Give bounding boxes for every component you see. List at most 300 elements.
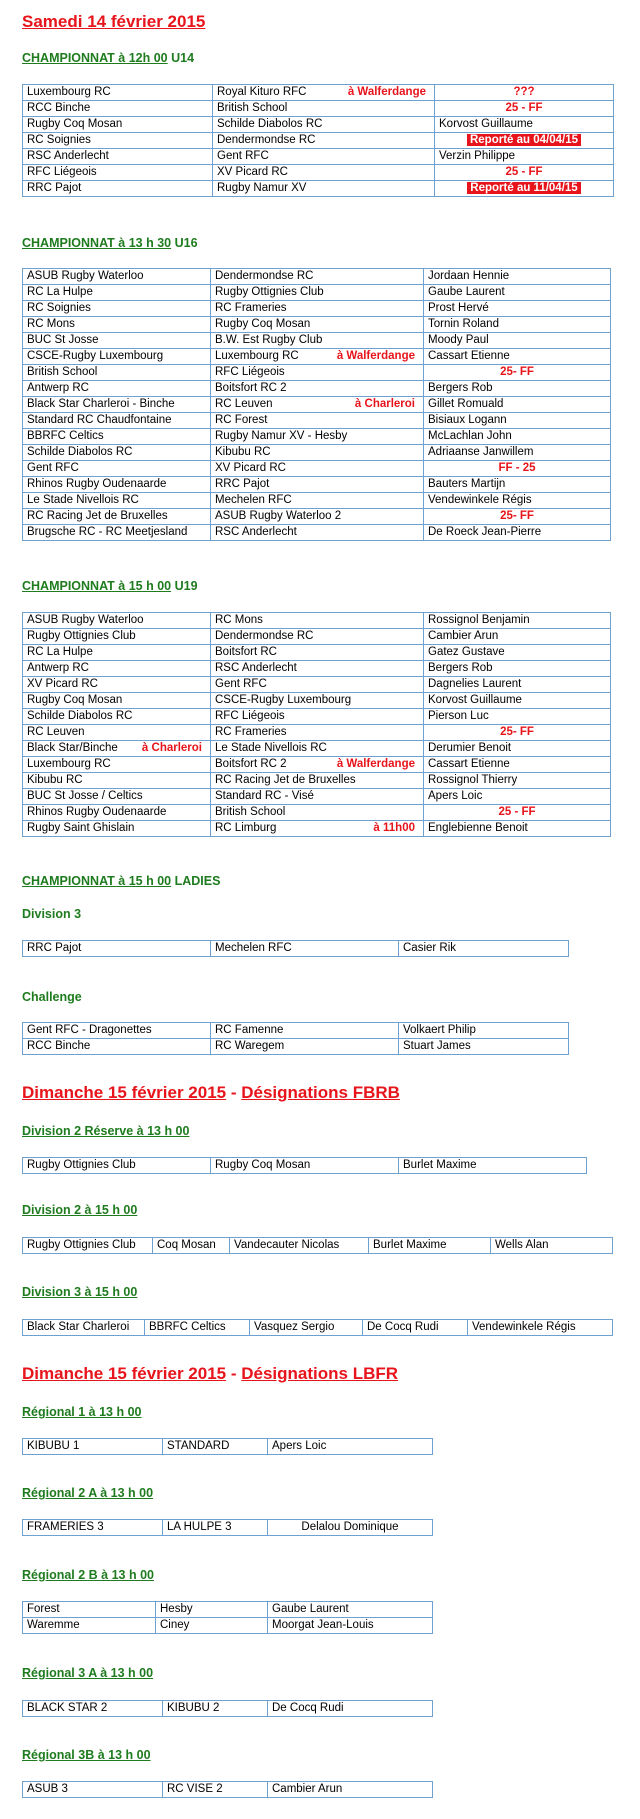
- table-cell: [211, 1023, 399, 1039]
- cell-text: RCC Binche: [27, 1040, 91, 1052]
- away-team: British School: [217, 102, 288, 114]
- table-row: [23, 1520, 433, 1536]
- cell-text: Rugby Ottignies Club: [27, 1159, 136, 1171]
- cell-text: Waremme: [27, 1619, 80, 1631]
- cell-text: ASUB 3: [27, 1783, 68, 1795]
- referee-name: Pierson Luc: [428, 710, 489, 722]
- table-row: [23, 693, 611, 709]
- home-team-cell: [23, 397, 211, 413]
- home-team: Black Star/Binche: [27, 742, 118, 754]
- table-cell: [268, 1439, 433, 1455]
- table-cell: [23, 941, 211, 957]
- table-cell: [23, 1602, 156, 1618]
- venue-note: à Walferdange: [347, 86, 426, 98]
- table-row: [23, 301, 611, 317]
- table-row: [23, 429, 611, 445]
- cell-text: De Cocq Rudi: [272, 1702, 344, 1714]
- cell-text: Volkaert Philip: [403, 1024, 476, 1036]
- table-cell: [399, 1158, 587, 1174]
- away-team-cell: [211, 381, 424, 397]
- away-team-cell: [211, 789, 424, 805]
- table-cell: [399, 1023, 569, 1039]
- referee-cell: [424, 821, 611, 837]
- table-cell: [211, 941, 399, 957]
- away-team: XV Picard RC: [215, 462, 286, 474]
- referee-name: Englebienne Benoit: [428, 822, 528, 834]
- table-row: [23, 757, 611, 773]
- table-cell: [163, 1782, 268, 1798]
- cell-text: Burlet Maxime: [403, 1159, 477, 1171]
- away-team-cell: [211, 301, 424, 317]
- table-row: [23, 461, 611, 477]
- venue-note: à 11h00: [373, 822, 415, 834]
- home-team-cell: [23, 773, 211, 789]
- home-team-cell: [23, 117, 213, 133]
- referee-cell: [424, 693, 611, 709]
- away-team-cell: [211, 493, 424, 509]
- referee-name: Rossignol Thierry: [428, 774, 518, 786]
- cell-text: RC Waregem: [215, 1040, 285, 1052]
- referee-name: Cassart Etienne: [428, 350, 510, 362]
- referee-name: Moody Paul: [428, 334, 489, 346]
- table-cell: [211, 1158, 399, 1174]
- home-team-cell: [23, 381, 211, 397]
- home-team-cell: [23, 629, 211, 645]
- postponed-badge: Reporté au 11/04/15: [467, 182, 580, 194]
- away-team: RC Frameries: [215, 302, 287, 314]
- table-row: [23, 1158, 587, 1174]
- cell-text: RC Famenne: [215, 1024, 284, 1036]
- away-team-cell: [211, 317, 424, 333]
- table-row: [23, 117, 614, 133]
- away-team: XV Picard RC: [217, 166, 288, 178]
- referee-cell: [424, 493, 611, 509]
- referee-cell: [424, 741, 611, 757]
- away-team-cell: [211, 333, 424, 349]
- cell-text: Burlet Maxime: [373, 1239, 447, 1251]
- referee-name: Dagnelies Laurent: [428, 678, 522, 690]
- postponed-badge: Reporté au 04/04/15: [467, 134, 581, 146]
- away-team: Boitsfort RC: [215, 646, 277, 658]
- referee-name: Gillet Romuald: [428, 398, 504, 410]
- referee-cell: [424, 477, 611, 493]
- away-team-cell: [211, 509, 424, 525]
- home-team: ASUB Rugby Waterloo: [27, 614, 144, 626]
- venue-note: à Walferdange: [336, 350, 415, 362]
- table-row: [23, 1602, 433, 1618]
- d2r-heading: Division 2 Réserve à 13 h 00: [22, 1124, 190, 1138]
- away-team: Schilde Diabolos RC: [217, 118, 323, 130]
- away-team: RC Forest: [215, 414, 268, 426]
- away-team-cell: [213, 85, 435, 101]
- home-team-cell: [23, 413, 211, 429]
- referee-cell: [424, 317, 611, 333]
- cell-text: Mechelen RFC: [215, 942, 292, 954]
- r2b-heading: Régional 2 B à 13 h 00: [22, 1568, 154, 1582]
- table-row: [23, 525, 611, 541]
- home-team: RC Racing Jet de Bruxelles: [27, 510, 168, 522]
- away-team-cell: [213, 165, 435, 181]
- referee-cell: [424, 757, 611, 773]
- referee-cell: [435, 165, 614, 181]
- table-row: [23, 101, 614, 117]
- away-team-cell: [211, 269, 424, 285]
- venue-note: à Charleroi: [354, 398, 415, 410]
- table-row: [23, 629, 611, 645]
- cell-text: Gaube Laurent: [272, 1603, 349, 1615]
- referee-name: Bisiaux Logann: [428, 414, 507, 426]
- referee-cell: [424, 349, 611, 365]
- table-row: [23, 661, 611, 677]
- d2-heading: Division 2 à 15 h 00: [22, 1203, 138, 1217]
- cell-text: Apers Loic: [272, 1440, 327, 1452]
- table-row: [23, 133, 614, 149]
- home-team: Antwerp RC: [27, 662, 89, 674]
- r2a-heading: Régional 2 A à 13 h 00: [22, 1486, 154, 1500]
- table-cell: [250, 1320, 363, 1336]
- home-team: Rhinos Rugby Oudenaarde: [27, 478, 167, 490]
- table-row: [23, 677, 611, 693]
- home-team: Antwerp RC: [27, 382, 89, 394]
- home-team: British School: [27, 366, 98, 378]
- table-row: [23, 1618, 433, 1634]
- ladies-div3-table: [22, 940, 569, 957]
- away-team: Rugby Namur XV - Hesby: [215, 430, 348, 442]
- away-team: Royal Kituro RFC: [217, 86, 307, 98]
- table-cell: [268, 1520, 433, 1536]
- away-team: RRC Pajot: [215, 478, 270, 490]
- away-team: RC Limburg: [215, 822, 277, 834]
- away-team: RC Leuven: [215, 398, 273, 410]
- referee-cell: [435, 101, 614, 117]
- away-team: British School: [215, 806, 286, 818]
- d2-table: [22, 1237, 613, 1254]
- table-cell: [23, 1439, 163, 1455]
- home-team-cell: [23, 645, 211, 661]
- away-team: RC Frameries: [215, 726, 287, 738]
- fbrb-title: Dimanche 15 février 2015 - Désignations FBRB: [22, 1083, 400, 1102]
- away-team-cell: [211, 757, 424, 773]
- home-team: RFC Liégeois: [27, 166, 97, 178]
- table-cell: [399, 1039, 569, 1055]
- result-text: 25- FF: [500, 726, 534, 738]
- table-cell: [23, 1618, 156, 1634]
- home-team-cell: [23, 477, 211, 493]
- referee-name: Bergers Rob: [428, 382, 493, 394]
- away-team-cell: [211, 677, 424, 693]
- away-team-cell: [213, 181, 435, 197]
- table-row: [23, 445, 611, 461]
- away-team-cell: [213, 101, 435, 117]
- table-cell: [23, 1023, 211, 1039]
- home-team: RC Leuven: [27, 726, 85, 738]
- table-row: [23, 365, 611, 381]
- referee-cell: [424, 381, 611, 397]
- r2b-table: [22, 1601, 433, 1634]
- away-team-cell: [211, 773, 424, 789]
- table-row: [23, 181, 614, 197]
- home-team: RC La Hulpe: [27, 286, 93, 298]
- home-team: Standard RC Chaudfontaine: [27, 414, 172, 426]
- home-team-cell: [23, 789, 211, 805]
- venue-note: à Walferdange: [336, 758, 415, 770]
- home-team: Luxembourg RC: [27, 86, 111, 98]
- away-team: Dendermondse RC: [215, 630, 314, 642]
- cell-text: KIBUBU 2: [167, 1702, 220, 1714]
- table-cell: [23, 1320, 145, 1336]
- u19-heading: CHAMPIONNAT à 15 h 00 U19: [22, 579, 198, 593]
- referee-cell: [424, 413, 611, 429]
- table-row: [23, 1439, 433, 1455]
- referee-name: Bauters Martijn: [428, 478, 506, 490]
- cell-text: Coq Mosan: [157, 1239, 216, 1251]
- away-team: Dendermondse RC: [215, 270, 314, 282]
- home-team: ASUB Rugby Waterloo: [27, 270, 144, 282]
- table-row: [23, 397, 611, 413]
- table-cell: [369, 1238, 491, 1254]
- away-team-cell: [211, 741, 424, 757]
- result-text: FF - 25: [498, 462, 536, 474]
- away-team-cell: [211, 397, 424, 413]
- saturday-title: Samedi 14 février 2015: [22, 12, 206, 31]
- table-cell: [23, 1782, 163, 1798]
- referee-cell: [424, 269, 611, 285]
- home-team: RC Soignies: [27, 302, 91, 314]
- table-cell: [23, 1238, 153, 1254]
- result-text: 25 - FF: [505, 166, 543, 178]
- referee-cell: [424, 677, 611, 693]
- cell-text: Delalou Dominique: [301, 1521, 399, 1533]
- home-team: RRC Pajot: [27, 182, 82, 194]
- away-team: RSC Anderlecht: [215, 526, 297, 538]
- home-team-cell: [23, 285, 211, 301]
- home-team: BUC St Josse: [27, 334, 99, 346]
- referee-cell: [435, 85, 614, 101]
- table-cell: [23, 1039, 211, 1055]
- table-row: [23, 1320, 613, 1336]
- table-cell: [211, 1039, 399, 1055]
- table-row: [23, 1238, 613, 1254]
- referee-cell: [424, 333, 611, 349]
- cell-text: KIBUBU 1: [27, 1440, 80, 1452]
- cell-text: RC VISE 2: [167, 1783, 223, 1795]
- referee-name: Apers Loic: [428, 790, 483, 802]
- home-team-cell: [23, 445, 211, 461]
- table-cell: [23, 1158, 211, 1174]
- away-team: Boitsfort RC 2: [215, 758, 287, 770]
- cell-text: De Cocq Rudi: [367, 1321, 439, 1333]
- referee-cell: [424, 789, 611, 805]
- away-team-cell: [211, 613, 424, 629]
- referee-name: Gaube Laurent: [428, 286, 505, 298]
- u16-table: [22, 268, 611, 541]
- table-row: [23, 493, 611, 509]
- r3a-heading: Régional 3 A à 13 h 00: [22, 1666, 154, 1680]
- d2r-table: [22, 1157, 587, 1174]
- cell-text: Ciney: [160, 1619, 190, 1631]
- home-team-cell: [23, 429, 211, 445]
- home-team: Schilde Diabolos RC: [27, 446, 133, 458]
- referee-cell: [424, 805, 611, 821]
- cell-text: Vasquez Sergio: [254, 1321, 335, 1333]
- referee-name: Adriaanse Janwillem: [428, 446, 534, 458]
- referee-cell: [424, 429, 611, 445]
- d3-table: [22, 1319, 613, 1336]
- referee-name: McLachlan John: [428, 430, 512, 442]
- home-team-cell: [23, 725, 211, 741]
- r3b-table: [22, 1781, 433, 1798]
- home-team: Black Star Charleroi - Binche: [27, 398, 175, 410]
- r3b-heading: Régional 3B à 13 h 00: [22, 1748, 151, 1762]
- table-cell: [156, 1602, 268, 1618]
- home-team: RC La Hulpe: [27, 646, 93, 658]
- table-cell: [468, 1320, 613, 1336]
- u19-table: [22, 612, 611, 837]
- cell-text: Gent RFC - Dragonettes: [27, 1024, 152, 1036]
- r2a-table: [22, 1519, 433, 1536]
- away-team-cell: [211, 365, 424, 381]
- away-team: Rugby Ottignies Club: [215, 286, 324, 298]
- home-team: Schilde Diabolos RC: [27, 710, 133, 722]
- away-team-cell: [211, 477, 424, 493]
- referee-cell: [424, 397, 611, 413]
- referee-cell: [424, 301, 611, 317]
- table-row: [23, 165, 614, 181]
- cell-text: Vandecauter Nicolas: [234, 1239, 340, 1251]
- table-row: [23, 509, 611, 525]
- referee-name: Korvost Guillaume: [439, 118, 533, 130]
- away-team: Gent RFC: [215, 678, 267, 690]
- home-team: RSC Anderlecht: [27, 150, 109, 162]
- cell-text: STANDARD: [167, 1440, 230, 1452]
- away-team-cell: [211, 525, 424, 541]
- home-team: Gent RFC: [27, 462, 79, 474]
- referee-name: De Roeck Jean-Pierre: [428, 526, 542, 538]
- table-row: [23, 1782, 433, 1798]
- away-team: Luxembourg RC: [215, 350, 299, 362]
- home-team-cell: [23, 661, 211, 677]
- referee-cell: [424, 725, 611, 741]
- result-text: 25- FF: [500, 366, 534, 378]
- referee-cell: [424, 629, 611, 645]
- d3-heading: Division 3 à 15 h 00: [22, 1285, 138, 1299]
- away-team-cell: [211, 661, 424, 677]
- table-cell: [145, 1320, 250, 1336]
- home-team-cell: [23, 757, 211, 773]
- home-team-cell: [23, 693, 211, 709]
- home-team: Rugby Saint Ghislain: [27, 822, 135, 834]
- away-team-cell: [213, 149, 435, 165]
- home-team: BBRFC Celtics: [27, 430, 104, 442]
- referee-cell: [424, 285, 611, 301]
- away-team-cell: [211, 821, 424, 837]
- table-cell: [163, 1520, 268, 1536]
- u14-heading: CHAMPIONNAT à 12h 00 U14: [22, 51, 195, 65]
- referee-cell: [424, 613, 611, 629]
- cell-text: Hesby: [160, 1603, 193, 1615]
- table-row: [23, 805, 611, 821]
- referee-name: Bergers Rob: [428, 662, 493, 674]
- cell-text: BLACK STAR 2: [27, 1702, 108, 1714]
- referee-name: Prost Hervé: [428, 302, 489, 314]
- referee-cell: [424, 365, 611, 381]
- cell-text: Moorgat Jean-Louis: [272, 1619, 374, 1631]
- referee-cell: [435, 117, 614, 133]
- away-team: Le Stade Nivellois RC: [215, 742, 327, 754]
- r1-heading: Régional 1 à 13 h 00: [22, 1405, 142, 1419]
- result-text: ???: [513, 86, 535, 98]
- table-cell: [363, 1320, 468, 1336]
- referee-name: Korvost Guillaume: [428, 694, 522, 706]
- table-row: [23, 85, 614, 101]
- home-team-cell: [23, 269, 211, 285]
- referee-cell: [424, 709, 611, 725]
- home-team: RC Soignies: [27, 134, 91, 146]
- home-team-cell: [23, 741, 211, 757]
- referee-name: Tornin Roland: [428, 318, 499, 330]
- home-team: Rhinos Rugby Oudenaarde: [27, 806, 167, 818]
- home-team: Luxembourg RC: [27, 758, 111, 770]
- referee-name: Gatez Gustave: [428, 646, 505, 658]
- cell-text: Forest: [27, 1603, 60, 1615]
- r1-table: [22, 1438, 433, 1455]
- away-team-cell: [211, 709, 424, 725]
- away-team: Mechelen RFC: [215, 494, 292, 506]
- home-team-cell: [23, 301, 211, 317]
- away-team: B.W. Est Rugby Club: [215, 334, 323, 346]
- home-team: Brugsche RC - RC Meetjesland: [27, 526, 188, 538]
- ladies-div3-heading: Division 3: [22, 907, 82, 921]
- away-team-cell: [213, 117, 435, 133]
- home-team-cell: [23, 349, 211, 365]
- cell-text: Black Star Charleroi: [27, 1321, 130, 1333]
- referee-cell: [424, 773, 611, 789]
- table-row: [23, 1701, 433, 1717]
- home-team: Kibubu RC: [27, 774, 83, 786]
- table-row: [23, 149, 614, 165]
- table-row: [23, 741, 611, 757]
- table-row: [23, 285, 611, 301]
- table-cell: [268, 1782, 433, 1798]
- away-team-cell: [211, 805, 424, 821]
- referee-cell: [435, 181, 614, 197]
- home-team-cell: [23, 101, 213, 117]
- table-row: [23, 269, 611, 285]
- home-team-cell: [23, 821, 211, 837]
- away-team: Rugby Coq Mosan: [215, 318, 311, 330]
- r3a-table: [22, 1700, 433, 1717]
- home-team-cell: [23, 181, 213, 197]
- table-cell: [268, 1618, 433, 1634]
- home-team: RCC Binche: [27, 102, 91, 114]
- table-cell: [23, 1701, 163, 1717]
- cell-text: Rugby Ottignies Club: [27, 1239, 136, 1251]
- table-row: [23, 1023, 569, 1039]
- table-cell: [230, 1238, 369, 1254]
- home-team-cell: [23, 85, 213, 101]
- home-team: Rugby Ottignies Club: [27, 630, 136, 642]
- table-cell: [163, 1701, 268, 1717]
- away-team-cell: [211, 693, 424, 709]
- away-team-cell: [211, 725, 424, 741]
- away-team-cell: [211, 445, 424, 461]
- ladies-challenge-heading: Challenge: [22, 990, 82, 1004]
- away-team: Gent RFC: [217, 150, 269, 162]
- cell-text: LA HULPE 3: [167, 1521, 232, 1533]
- table-row: [23, 941, 569, 957]
- home-team-cell: [23, 165, 213, 181]
- home-team: CSCE-Rugby Luxembourg: [27, 350, 164, 362]
